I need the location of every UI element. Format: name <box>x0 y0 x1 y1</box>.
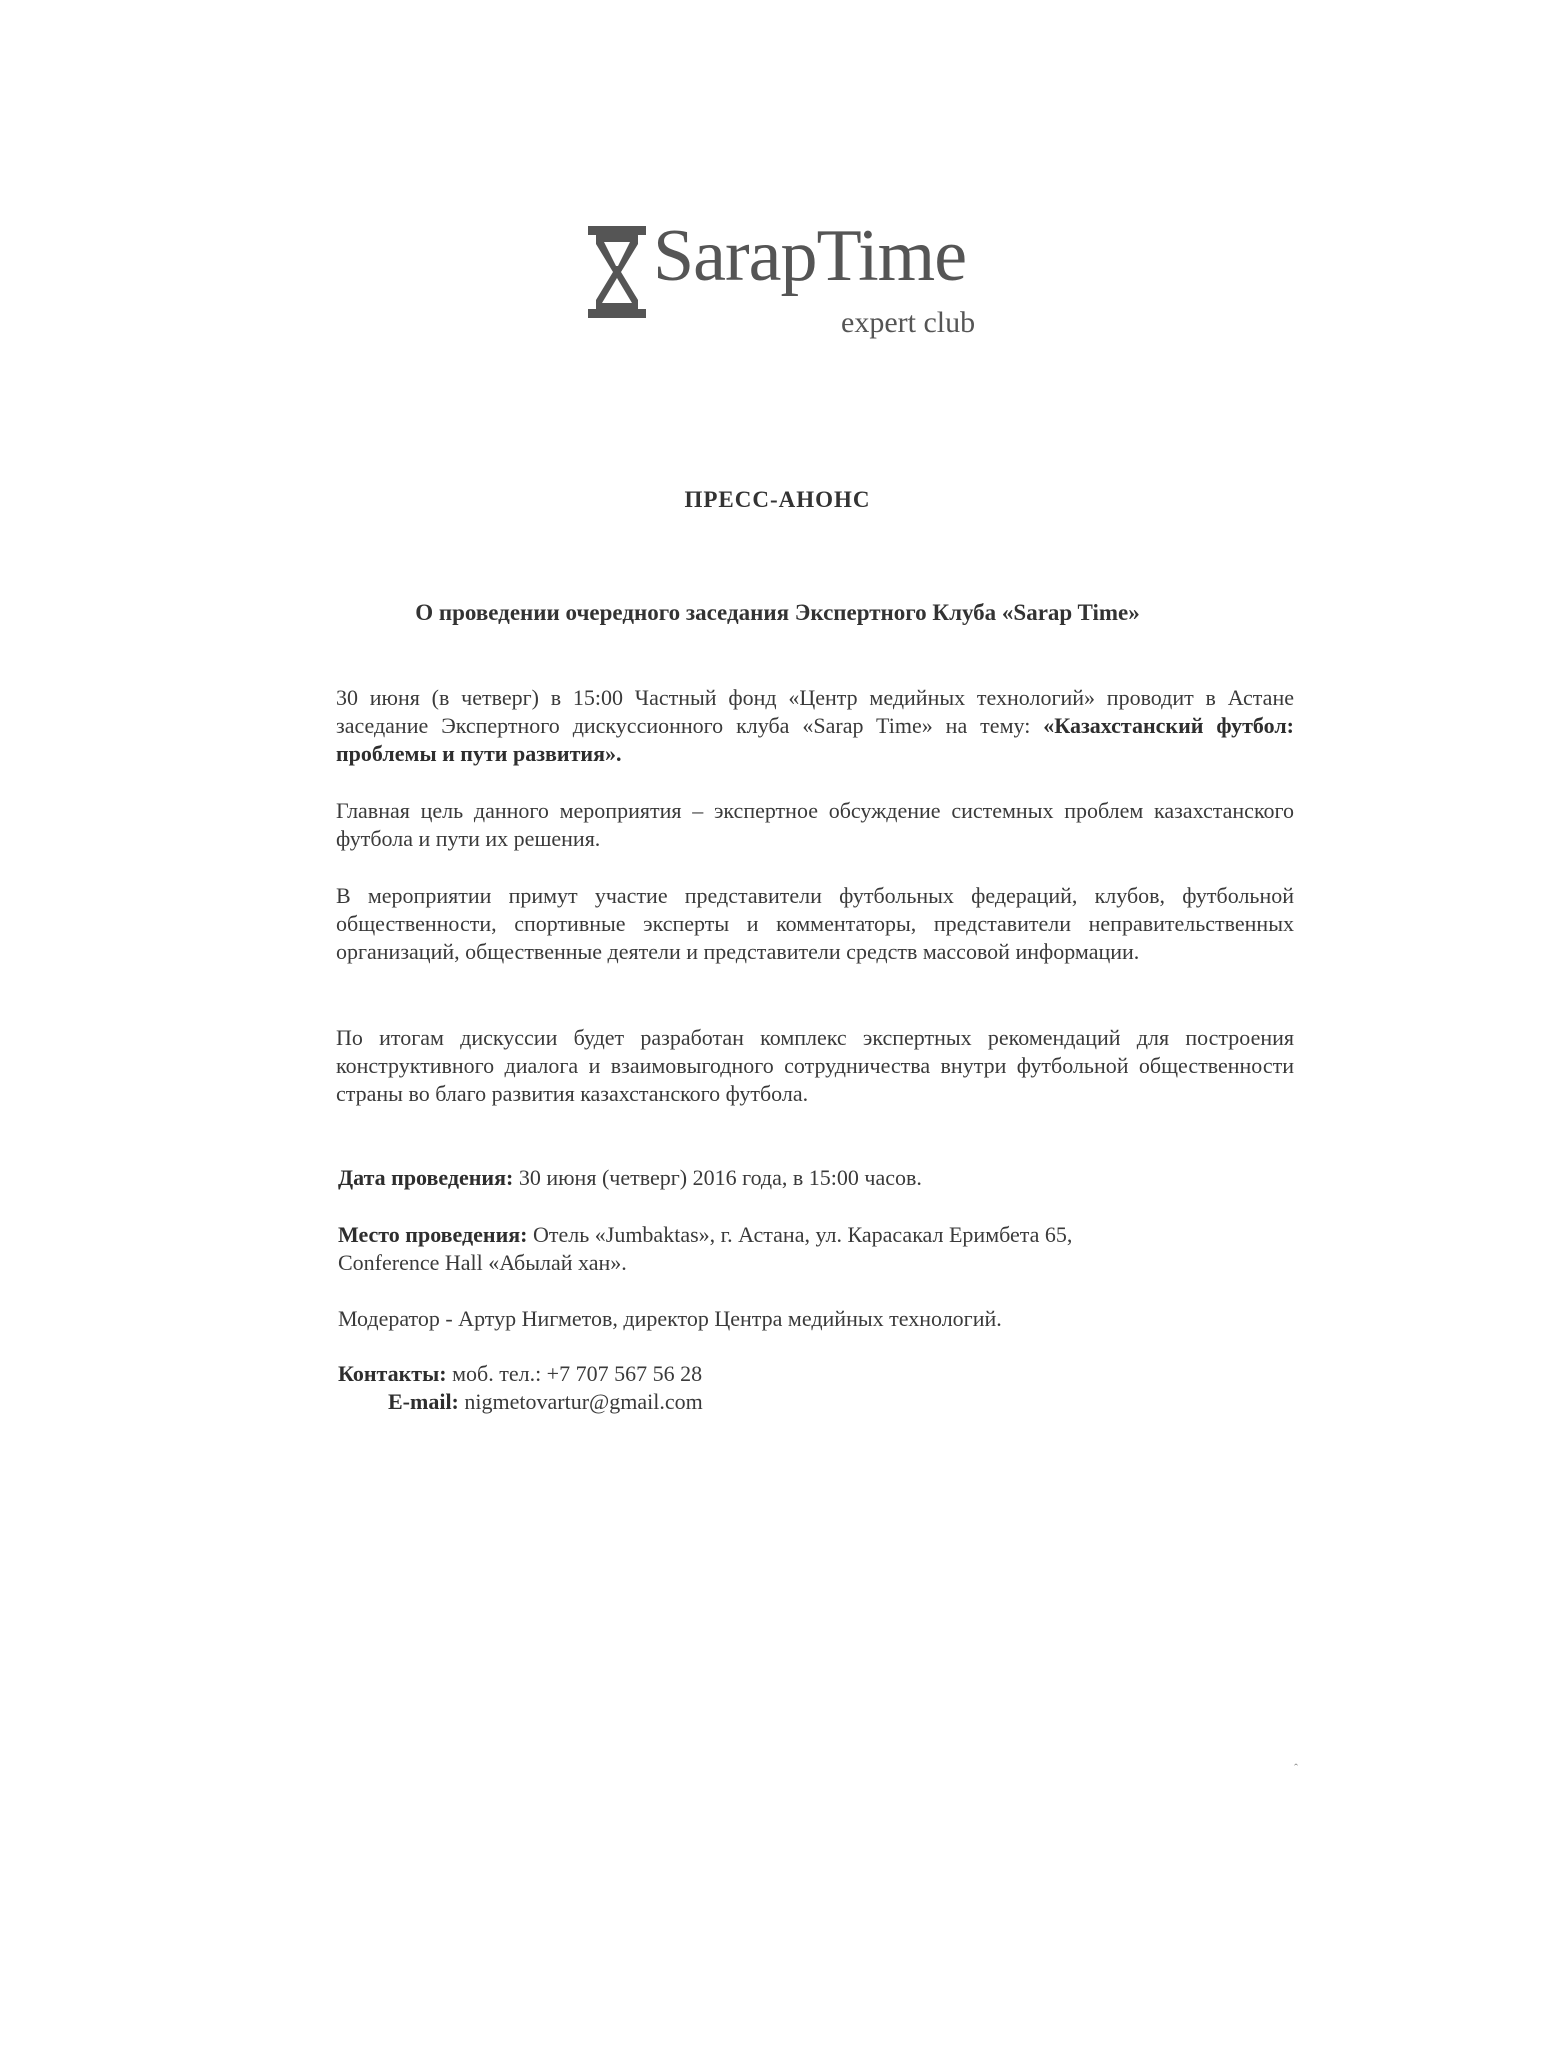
contacts-email-line <box>388 1389 703 1415</box>
paragraph-results: По итогам дискуссии будет разработан комплекс экспертных рекомендаций для построения конструктивного диалога и взаимовыгодного сотрудничества внутри футбольной общественности страны во благо развития казахстанского футбола. <box>336 1025 1294 1106</box>
date-label: Дата проведения: <box>338 1165 514 1190</box>
logo-name: SarapTime <box>653 215 967 297</box>
hourglass-icon <box>588 226 646 318</box>
contacts-phone-line <box>338 1361 702 1387</box>
paragraph-participants: В мероприятии примут участие представители футбольных федераций, клубов, футбольной общественности, спортивные эксперты и комментаторы, представители неправительственных организаций, общественные деятели и представители средств массовой информации. <box>336 883 1294 964</box>
date-line <box>338 1165 922 1191</box>
corner-mark: ˆ <box>1294 1761 1298 1775</box>
logo <box>588 215 988 342</box>
page-subtitle: О проведении очередного заседания Экспертного Клуба «Sarap Time» <box>415 600 1140 625</box>
paragraph-goal: Главная цель данного мероприятия – экспертное обсуждение системных проблем казахстанского футбола и пути их решения. <box>336 798 1294 851</box>
place-label: Место проведения: <box>338 1222 528 1247</box>
place-value: Отель «Jumbaktas», г. Астана, ул. Карасакал Еримбета 65, <box>527 1222 1073 1247</box>
paragraph-intro-text: 30 июня (в четверг) в 15:00 Частный фонд «Центр медийных технологий» проводит в Астане заседание Экспертного дискуссионного клуба «Sarap Time» на тему: <box>336 685 1294 738</box>
logo-subtitle: expert club <box>841 306 976 339</box>
contacts-label: Контакты: <box>338 1361 447 1386</box>
email-value: nigmetovartur@gmail.com <box>458 1389 703 1414</box>
moderator-line: Модератор - Артур Нигметов, директор Центра медийных технологий. <box>338 1306 1002 1331</box>
place-line <box>338 1222 1072 1248</box>
date-value: 30 июня (четверг) 2016 года, в 15:00 часов. <box>513 1165 922 1190</box>
page-title: ПРЕСС-АНОНС <box>684 487 871 512</box>
place-line-2: Conference Hall «Абылай хан». <box>338 1250 627 1275</box>
paragraph-intro-topic: «Казахстанский футбол: проблемы и пути развития». <box>336 713 1294 766</box>
email-label: E-mail: <box>388 1389 459 1414</box>
paragraph-intro <box>336 684 1294 768</box>
contacts-phone: моб. тел.: +7 707 567 56 28 <box>446 1361 703 1386</box>
